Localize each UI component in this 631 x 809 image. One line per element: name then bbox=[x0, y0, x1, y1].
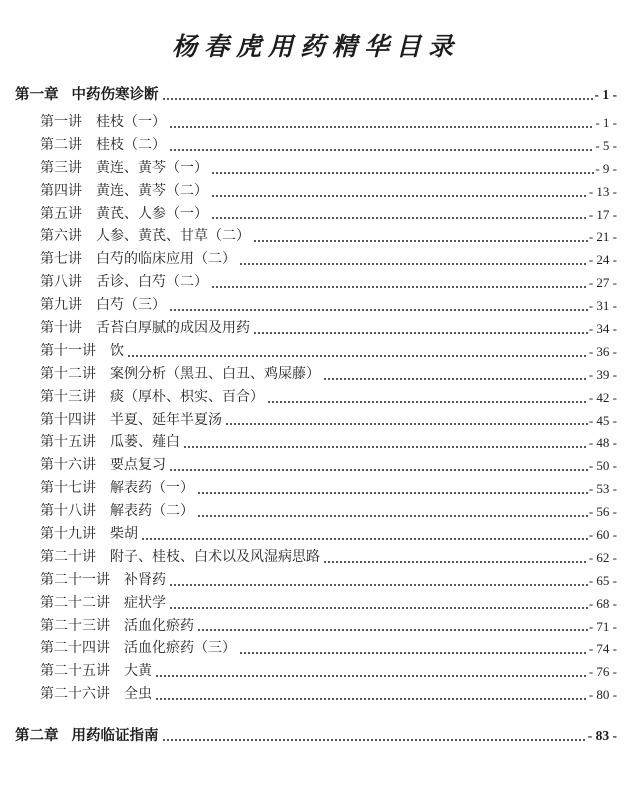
lecture-label: 第十五讲 bbox=[40, 435, 96, 451]
lecture-title: 柴胡 bbox=[110, 527, 138, 543]
lecture-title: 附子、桂枝、白术以及风湿病思路 bbox=[110, 549, 320, 565]
lecture-label: 第二十讲 bbox=[40, 549, 96, 565]
toc-lecture-row[interactable] bbox=[40, 204, 617, 227]
lecture-title: 人参、黄芪、甘草（二） bbox=[96, 229, 250, 245]
lecture-page-number: - 74 - bbox=[588, 641, 617, 657]
dot-leader bbox=[169, 112, 594, 135]
dot-leader bbox=[225, 410, 588, 433]
lecture-page-number: - 42 - bbox=[588, 389, 617, 405]
toc bbox=[15, 83, 617, 748]
page-title: 杨春虎用药精华目录 bbox=[171, 32, 460, 61]
lecture-page-number: - 27 - bbox=[588, 275, 617, 291]
lecture-label: 第十讲 bbox=[40, 321, 82, 337]
lecture-title: 解表药（二） bbox=[110, 504, 194, 520]
lecture-label: 第六讲 bbox=[40, 229, 82, 245]
dot-leader bbox=[169, 593, 588, 616]
dot-leader bbox=[323, 364, 588, 387]
lecture-page-number: - 65 - bbox=[588, 572, 617, 588]
dot-leader bbox=[169, 570, 588, 593]
lecture-title: 桂枝（二） bbox=[96, 137, 166, 153]
lecture-title: 全虫 bbox=[124, 687, 152, 703]
lecture-page-number: - 39 - bbox=[588, 366, 617, 382]
lecture-page-number: - 1 - bbox=[595, 115, 617, 130]
lecture-title: 案例分析（黑丑、白丑、鸡屎藤） bbox=[110, 366, 320, 382]
chapter-label: 第一章 bbox=[15, 87, 59, 103]
lecture-label: 第二十一讲 bbox=[40, 572, 110, 588]
lecture-page-number: - 36 - bbox=[588, 343, 617, 359]
dot-leader bbox=[211, 181, 588, 204]
toc-lecture-row[interactable] bbox=[40, 318, 617, 341]
toc-lecture-row[interactable] bbox=[40, 410, 617, 433]
dot-leader bbox=[155, 684, 588, 707]
lecture-label: 第十七讲 bbox=[40, 481, 96, 497]
toc-lecture-row[interactable] bbox=[40, 272, 617, 295]
lecture-page-number: - 34 - bbox=[588, 321, 617, 337]
toc-lecture-row[interactable] bbox=[40, 249, 617, 272]
lecture-page-number: - 31 - bbox=[588, 298, 617, 314]
lecture-title: 桂枝（一） bbox=[96, 115, 166, 130]
dot-leader bbox=[169, 295, 588, 318]
toc-lecture-row[interactable] bbox=[40, 455, 617, 478]
lecture-label: 第二十六讲 bbox=[40, 687, 110, 703]
lecture-label: 第二讲 bbox=[40, 137, 82, 153]
chapter-label: 第二章 bbox=[15, 728, 59, 745]
lecture-label: 第二十五讲 bbox=[40, 664, 110, 680]
lecture-label: 第五讲 bbox=[40, 206, 82, 222]
lecture-page-number: - 62 - bbox=[588, 549, 617, 565]
dot-leader bbox=[197, 478, 588, 501]
lecture-title: 黄连、黄芩（二） bbox=[96, 183, 208, 199]
lecture-list bbox=[15, 112, 617, 707]
toc-lecture-row[interactable] bbox=[40, 478, 617, 501]
lecture-page-number: - 80 - bbox=[588, 687, 617, 703]
chapter-title: 用药临证指南 bbox=[71, 728, 159, 745]
lecture-page-number: - 48 - bbox=[588, 435, 617, 451]
toc-lecture-row[interactable] bbox=[40, 524, 617, 547]
lecture-title: 活血化瘀药（三） bbox=[124, 641, 236, 657]
lecture-title: 痰（厚朴、枳实、百合） bbox=[110, 389, 264, 405]
lecture-page-number: - 21 - bbox=[588, 229, 617, 245]
lecture-label: 第十四讲 bbox=[40, 412, 96, 428]
dot-leader bbox=[253, 318, 588, 341]
chapter-title: 中药伤寒诊断 bbox=[71, 87, 159, 103]
lecture-title: 白芍的临床应用（二） bbox=[96, 252, 236, 268]
lecture-title: 补肾药 bbox=[124, 572, 166, 588]
lecture-page-number: - 24 - bbox=[588, 252, 617, 268]
toc-chapter-row[interactable] bbox=[15, 83, 617, 107]
dot-leader bbox=[162, 724, 587, 748]
lecture-title: 舌诊、白芍（二） bbox=[96, 275, 208, 291]
dot-leader bbox=[183, 432, 588, 455]
lecture-label: 第四讲 bbox=[40, 183, 82, 199]
toc-lecture-row[interactable] bbox=[40, 158, 617, 181]
dot-leader bbox=[239, 638, 588, 661]
lecture-title: 饮 bbox=[110, 343, 124, 359]
dot-leader bbox=[169, 135, 594, 158]
lecture-page-number: - 17 - bbox=[588, 206, 617, 222]
lecture-label: 第七讲 bbox=[40, 252, 82, 268]
toc-lecture-row[interactable] bbox=[40, 501, 617, 524]
lecture-title: 活血化瘀药 bbox=[124, 618, 194, 634]
toc-lecture-row[interactable] bbox=[40, 387, 617, 410]
lecture-title: 要点复习 bbox=[110, 458, 166, 474]
dot-leader bbox=[127, 341, 588, 364]
toc-lecture-row[interactable] bbox=[40, 547, 617, 570]
toc-lecture-row[interactable] bbox=[40, 135, 617, 158]
lecture-label: 第二十二讲 bbox=[40, 595, 110, 611]
lecture-page-number: - 9 - bbox=[595, 160, 617, 176]
toc-lecture-row[interactable] bbox=[40, 684, 617, 707]
dot-leader bbox=[197, 616, 588, 639]
dot-leader bbox=[155, 661, 588, 684]
lecture-label: 第十一讲 bbox=[40, 343, 96, 359]
lecture-label: 第三讲 bbox=[40, 160, 82, 176]
toc-lecture-row[interactable] bbox=[40, 570, 617, 593]
lecture-title: 症状学 bbox=[124, 595, 166, 611]
lecture-page-number: - 71 - bbox=[588, 618, 617, 634]
chapter-page-number: - 1 - bbox=[594, 87, 617, 102]
toc-lecture-row[interactable] bbox=[40, 638, 617, 661]
lecture-page-number: - 60 - bbox=[588, 527, 617, 543]
lecture-label: 第二十四讲 bbox=[40, 641, 110, 657]
lecture-title: 黄芪、人参（一） bbox=[96, 206, 208, 222]
lecture-title: 舌苔白厚腻的成因及用药 bbox=[96, 321, 250, 337]
dot-leader bbox=[239, 249, 588, 272]
dot-leader bbox=[323, 547, 588, 570]
toc-lecture-row[interactable] bbox=[40, 593, 617, 616]
lecture-label: 第十六讲 bbox=[40, 458, 96, 474]
toc-lecture-row[interactable] bbox=[40, 432, 617, 455]
lecture-page-number: - 45 - bbox=[588, 412, 617, 428]
lecture-label: 第十二讲 bbox=[40, 366, 96, 382]
lecture-label: 第十九讲 bbox=[40, 527, 96, 543]
lecture-title: 大黄 bbox=[124, 664, 152, 680]
chapter-page-number: - 83 - bbox=[587, 728, 617, 744]
lecture-label: 第八讲 bbox=[40, 275, 82, 291]
dot-leader bbox=[162, 83, 594, 107]
lecture-page-number: - 50 - bbox=[588, 458, 617, 474]
lecture-label: 第十三讲 bbox=[40, 389, 96, 405]
dot-leader bbox=[267, 387, 588, 410]
lecture-title: 半夏、延年半夏汤 bbox=[110, 412, 222, 428]
lecture-page-number: - 68 - bbox=[588, 595, 617, 611]
dot-leader bbox=[211, 158, 594, 181]
lecture-title: 瓜蒌、薤白 bbox=[110, 435, 180, 451]
toc-lecture-row[interactable] bbox=[40, 226, 617, 249]
dot-leader bbox=[141, 524, 588, 547]
toc-chapter-row[interactable] bbox=[15, 724, 617, 748]
dot-leader bbox=[197, 501, 588, 524]
toc-lecture-row[interactable] bbox=[40, 112, 617, 135]
dot-leader bbox=[169, 455, 588, 478]
lecture-title: 黄连、黄芩（一） bbox=[96, 160, 208, 176]
lecture-title: 解表药（一） bbox=[110, 481, 194, 497]
lecture-label: 第一讲 bbox=[40, 115, 82, 130]
lecture-page-number: - 53 - bbox=[588, 481, 617, 497]
lecture-label: 第十八讲 bbox=[40, 504, 96, 520]
lecture-label: 第二十三讲 bbox=[40, 618, 110, 634]
toc-lecture-row[interactable] bbox=[40, 616, 617, 639]
toc-lecture-row[interactable] bbox=[40, 661, 617, 684]
dot-leader bbox=[253, 226, 588, 249]
toc-lecture-row[interactable] bbox=[40, 181, 617, 204]
toc-lecture-row[interactable] bbox=[40, 341, 617, 364]
dot-leader bbox=[211, 272, 588, 295]
dot-leader bbox=[211, 204, 588, 227]
lecture-label: 第九讲 bbox=[40, 298, 82, 314]
lecture-title: 白芍（三） bbox=[96, 298, 166, 314]
lecture-page-number: - 76 - bbox=[588, 664, 617, 680]
toc-lecture-row[interactable] bbox=[40, 364, 617, 387]
lecture-page-number: - 5 - bbox=[595, 137, 617, 153]
lecture-page-number: - 56 - bbox=[588, 504, 617, 520]
lecture-page-number: - 13 - bbox=[588, 183, 617, 199]
toc-lecture-row[interactable] bbox=[40, 295, 617, 318]
